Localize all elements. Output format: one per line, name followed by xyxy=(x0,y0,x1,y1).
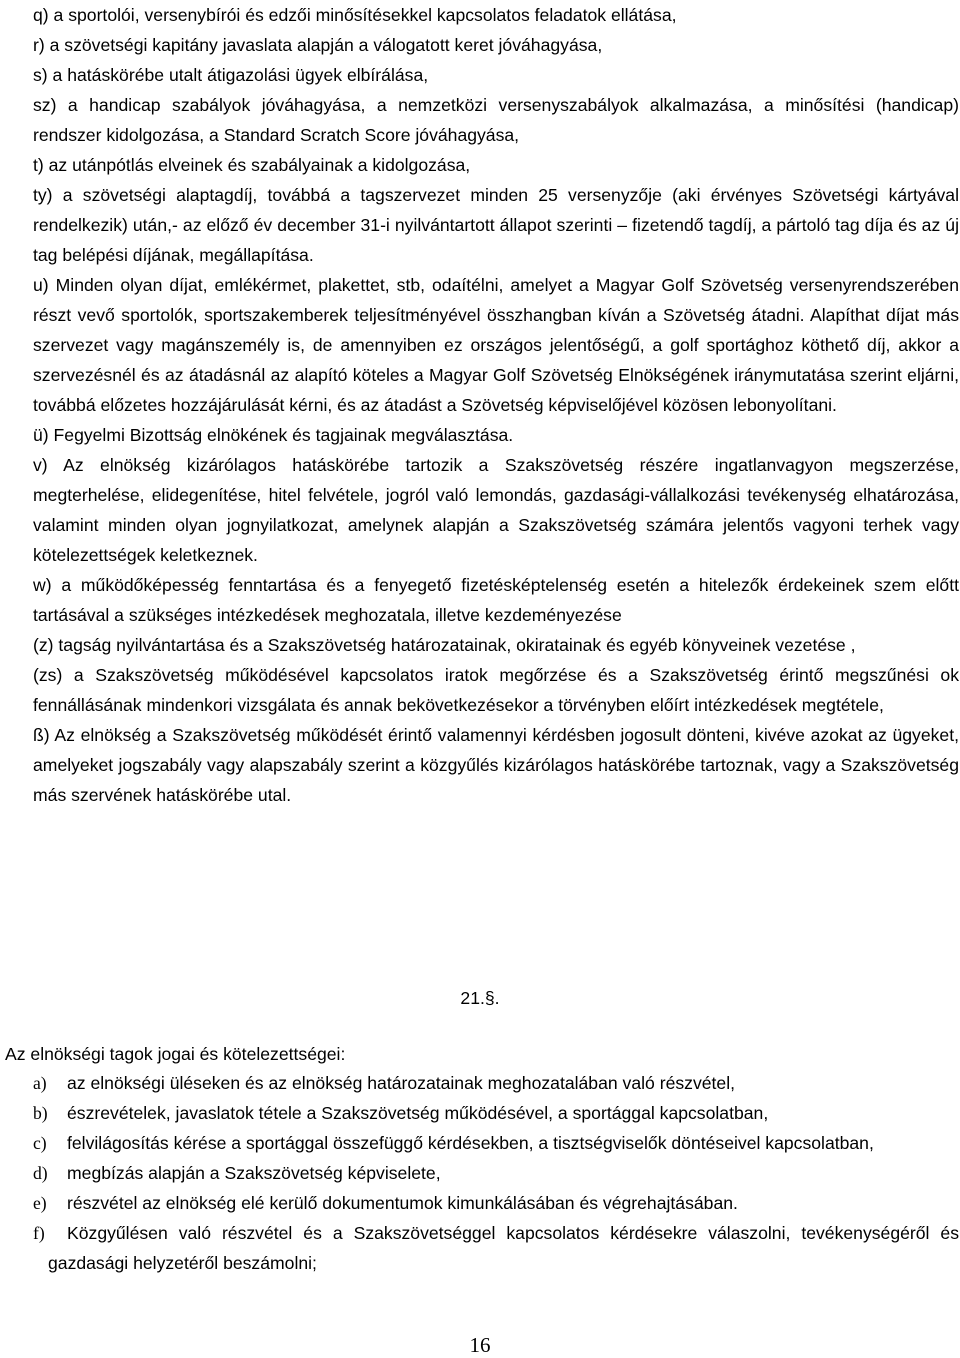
list-item-text: felvilágosítás kérése a sportággal összefüggő kérdésekben, a tisztségviselők döntéseivel kapcsolatban, xyxy=(67,1133,874,1153)
clause-ty: ty) a szövetségi alaptagdíj, továbbá a tagszervezet minden 25 versenyzője (aki érvényes Szövetségi kártyával rendelkezik) után,- az előző év december 31-i nyilvántartott állapot szerinti – fizetendő tagdíj, a pártoló tag díja és az új tag belépési díjának, megállapítása. xyxy=(33,185,959,265)
list-item-text: Közgyűlésen való részvétel és a Szakszövetséggel kapcsolatos kérdésekre válaszolni, tevékenységéről és gazdasági helyzetéről beszámolni; xyxy=(48,1223,959,1273)
statute-clauses xyxy=(33,0,959,810)
clause-r: r) a szövetségi kapitány javaslata alapján a válogatott keret jóváhagyása, xyxy=(33,35,603,55)
list-item xyxy=(33,1068,959,1098)
clause-w: w) a működőképesség fenntartása és a fenyegető fizetésképtelenség esetén a hitelezők érdekeinek szem előtt tartásával a szükséges intézkedések meghozatala, illetve kezdeményezése xyxy=(33,575,959,625)
clause-sz: sz) a handicap szabályok jóváhagyása, a nemzetközi versenyszabályok alkalmazása, a minősítési (handicap) rendszer kidolgozása, a Standard Scratch Score jóváhagyása, xyxy=(33,95,959,145)
clause-t: t) az utánpótlás elveinek és szabályainak a kidolgozása, xyxy=(33,155,471,175)
rights-list xyxy=(33,1068,959,1278)
clause-eszett: ß) Az elnökség a Szakszövetség működését érintő valamennyi kérdésben jogosult dönteni, kivéve azokat az ügyeket, amelyeket jogszabály vagy alapszabály szerint a közgyűlés kizárólagos hatáskörébe tartoznak, vagy a Szakszövetség más szervének hatáskörébe utal. xyxy=(33,725,959,805)
list-marker: c) xyxy=(33,1133,47,1153)
list-marker: f) xyxy=(33,1223,45,1243)
page-number-text: 16 xyxy=(469,1333,491,1357)
list-item xyxy=(33,1188,959,1218)
clause-zs: (zs) a Szakszövetség működésével kapcsolatos iratok megőrzése és a Szakszövetség érintő megszűnési ok fennállásának mindenkori vizsgálata és annak bekövetkezésekor a törvényben előírt intézkedések megtétele, xyxy=(33,665,959,715)
list-item-text: részvétel az elnökség elé kerülő dokumentumok kimunkálásában és végrehajtásában. xyxy=(67,1193,738,1213)
section-number: 21.§. xyxy=(460,988,500,1008)
list-marker: e) xyxy=(33,1193,47,1213)
page-number xyxy=(0,1332,960,1358)
list-marker: a) xyxy=(33,1073,47,1093)
list-item xyxy=(33,1098,959,1128)
clause-u: u) Minden olyan díjat, emlékérmet, plakettet, stb, odaítélni, amelyet a Magyar Golf Szövetség versenyrendszerében részt vevő sportolók, sportszakemberek teljesítményével összhangban kíván a Szövetség átadni. Alapíthat díjat más szervezet vagy magánszemély is, de amennyiben ez országos jelentőségű, a golf sportághoz köthető díj, akkor a szervezésnél és az átadásnál az alapító köteles a Magyar Golf Szövetség Elnökségének iránymutatása szerint eljárni, továbbá előzetes hozzájárulását kérni, és az átadást a Szövetség képviselőjével közösen lebonyolítani. xyxy=(33,275,959,415)
list-item xyxy=(33,1158,959,1188)
list-item xyxy=(33,1218,959,1278)
list-marker: b) xyxy=(33,1103,48,1123)
clause-v: v) Az elnökség kizárólagos hatáskörébe tartozik a Szakszövetség részére ingatlanvagyon megszerzése, megterhelése, elidegenítése, hitel felvétele, jogról való lemondás, gazdasági-vállalkozási tevékenység elhatározása, valamint minden olyan jognyilatkozat, amelynek alapján a Szakszövetség számára jelentős vagyoni terhek vagy kötelezettségek keletkeznek. xyxy=(33,455,959,565)
list-item xyxy=(33,1128,959,1158)
list-item-text: az elnökségi üléseken és az elnökség határozatainak meghozatalában való részvétel, xyxy=(67,1073,736,1093)
list-item-text: észrevételek, javaslatok tétele a Szakszövetség működésével, a sportággal kapcsolatban, xyxy=(67,1103,769,1123)
clause-u-umlaut: ü) Fegyelmi Bizottság elnökének és tagjainak megválasztása. xyxy=(33,425,514,445)
section-heading xyxy=(0,983,960,1013)
list-item-text: megbízás alapján a Szakszövetség képviselete, xyxy=(67,1163,441,1183)
rights-intro: Az elnökségi tagok jogai és kötelezettségei: xyxy=(5,1044,346,1064)
clause-s: s) a hatáskörébe utalt átigazolási ügyek elbírálása, xyxy=(33,65,429,85)
clause-z: (z) tagság nyilvántartása és a Szakszövetség határozatainak, okiratainak és egyéb könyveinek vezetése , xyxy=(33,635,856,655)
clause-q: q) a sportolói, versenybírói és edzői minősítésekkel kapcsolatos feladatok ellátása, xyxy=(33,5,677,25)
list-marker: d) xyxy=(33,1163,48,1183)
